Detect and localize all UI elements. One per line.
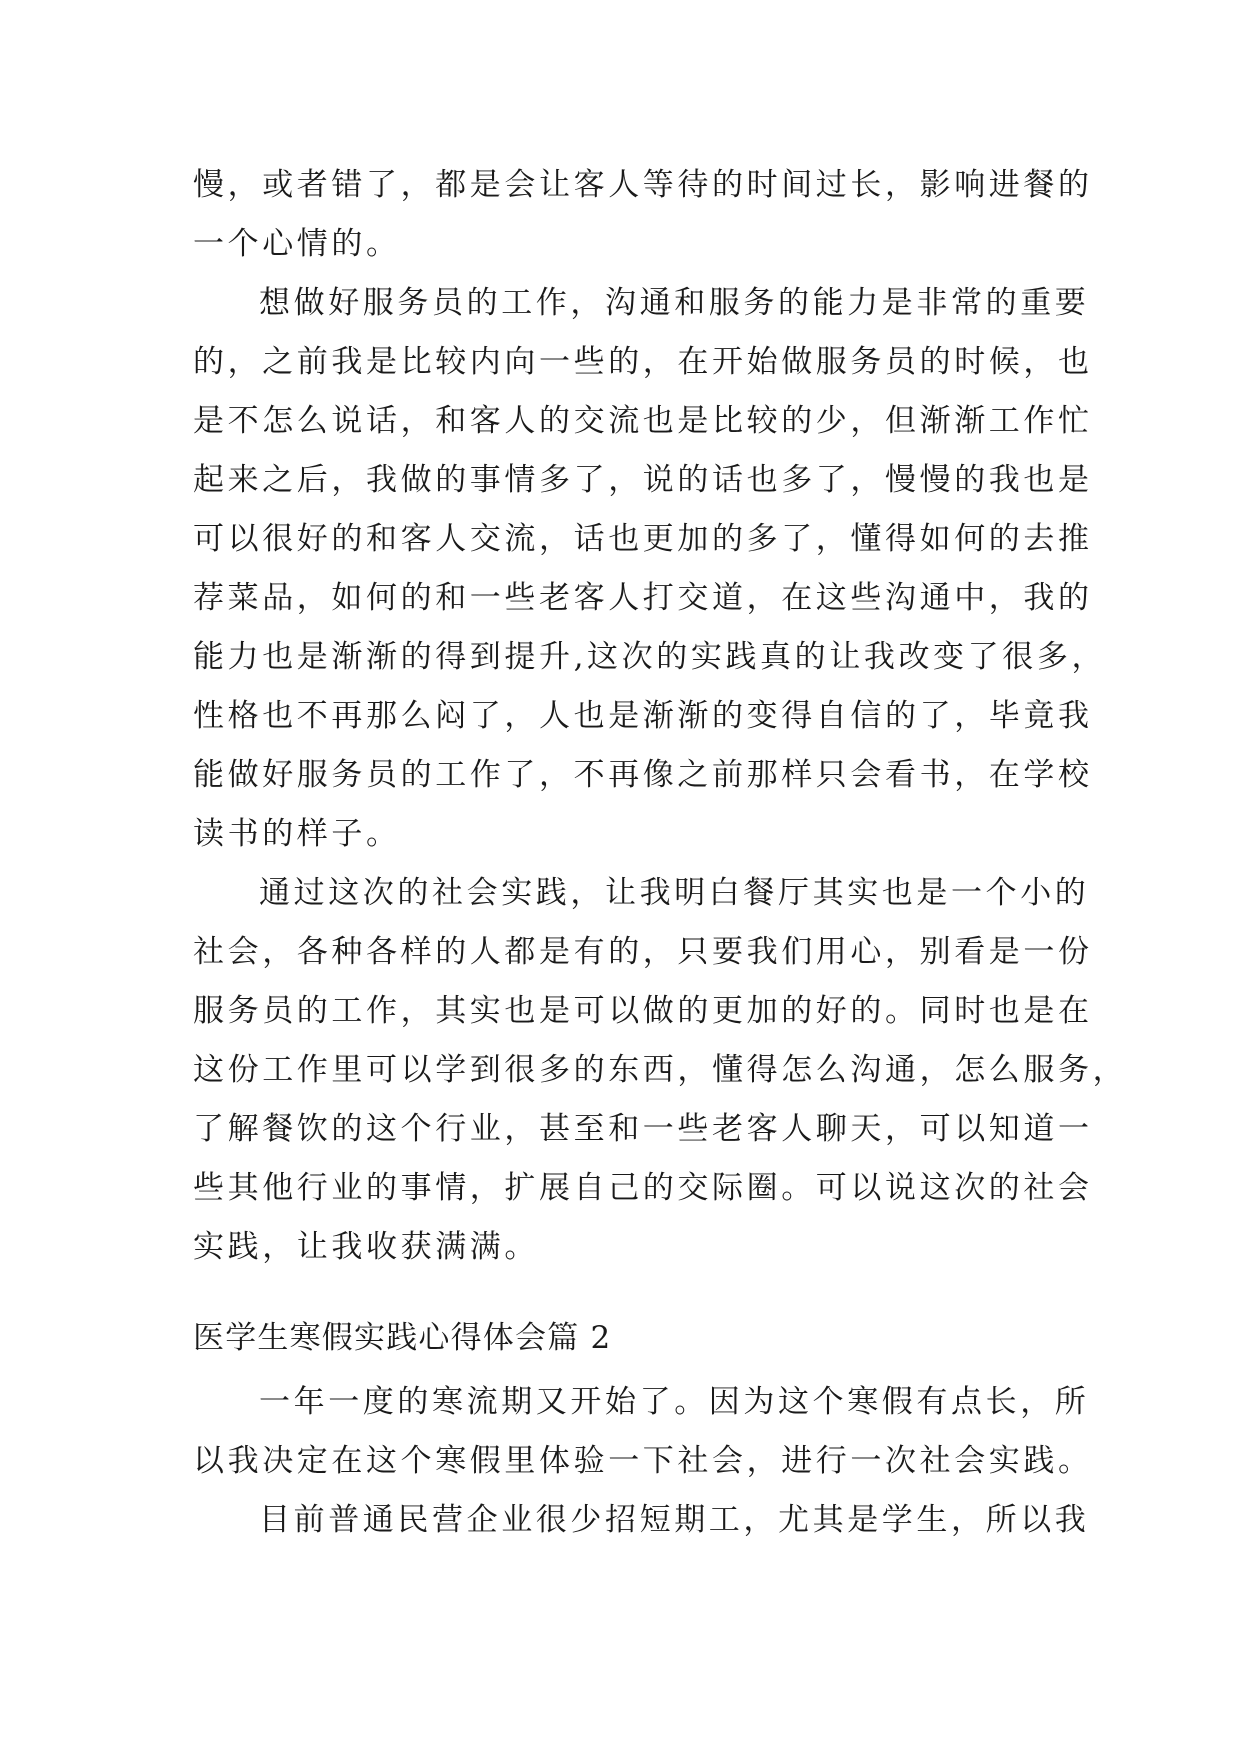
- paragraph-line: 通过这次的社会实践，让我明白餐厅其实也是一个小的: [259, 875, 1090, 911]
- paragraph-line: 些其他行业的事情，扩展自己的交际圈。可以说这次的社会: [193, 1170, 1093, 1206]
- paragraph-line: 荐菜品，如何的和一些老客人打交道，在这些沟通中，我的: [193, 580, 1093, 616]
- paragraph-line: 能做好服务员的工作了，不再像之前那样只会看书，在学校: [193, 757, 1093, 793]
- paragraph-line: 目前普通民营企业很少招短期工，尤其是学生，所以我: [259, 1502, 1090, 1538]
- paragraph-line: 实践，让我收获满满。: [193, 1229, 539, 1265]
- paragraph-line: 能力也是渐渐的得到提升,这次的实践真的让我改变了很多，: [193, 639, 1107, 675]
- paragraph-line: 一年一度的寒流期又开始了。因为这个寒假有点长，所: [259, 1384, 1090, 1420]
- paragraph-line: 服务员的工作，其实也是可以做的更加的好的。同时也是在: [193, 993, 1093, 1029]
- section-heading: 医学生寒假实践心得体会篇 2: [193, 1320, 612, 1356]
- paragraph-line: 社会，各种各样的人都是有的，只要我们用心，别看是一份: [193, 934, 1093, 970]
- paragraph-line: 一个心情的。: [193, 226, 401, 262]
- paragraph-line: 读书的样子。: [193, 816, 401, 852]
- essay-body-section-2: [193, 1373, 1093, 1550]
- paragraph-line: 的，之前我是比较内向一些的，在开始做服务员的时候，也: [193, 344, 1093, 380]
- paragraph-line: 以我决定在这个寒假里体验一下社会，进行一次社会实践。: [193, 1443, 1093, 1479]
- paragraph-line: 这份工作里可以学到很多的东西，懂得怎么沟通，怎么服务，: [193, 1052, 1128, 1088]
- essay-body-section-1: [193, 156, 1128, 1277]
- paragraph-line: 起来之后，我做的事情多了，说的话也多了，慢慢的我也是: [193, 462, 1093, 498]
- paragraph-line: 是不怎么说话，和客人的交流也是比较的少，但渐渐工作忙: [193, 403, 1093, 439]
- paragraph-line: 性格也不再那么闷了，人也是渐渐的变得自信的了，毕竟我: [193, 698, 1093, 734]
- paragraph-line: 了解餐饮的这个行业，甚至和一些老客人聊天，可以知道一: [193, 1111, 1093, 1147]
- paragraph-line: 想做好服务员的工作，沟通和服务的能力是非常的重要: [259, 285, 1090, 321]
- paragraph-line: 慢，或者错了，都是会让客人等待的时间过长，影响进餐的: [193, 167, 1093, 203]
- paragraph-line: 可以很好的和客人交流，话也更加的多了，懂得如何的去推: [193, 521, 1093, 557]
